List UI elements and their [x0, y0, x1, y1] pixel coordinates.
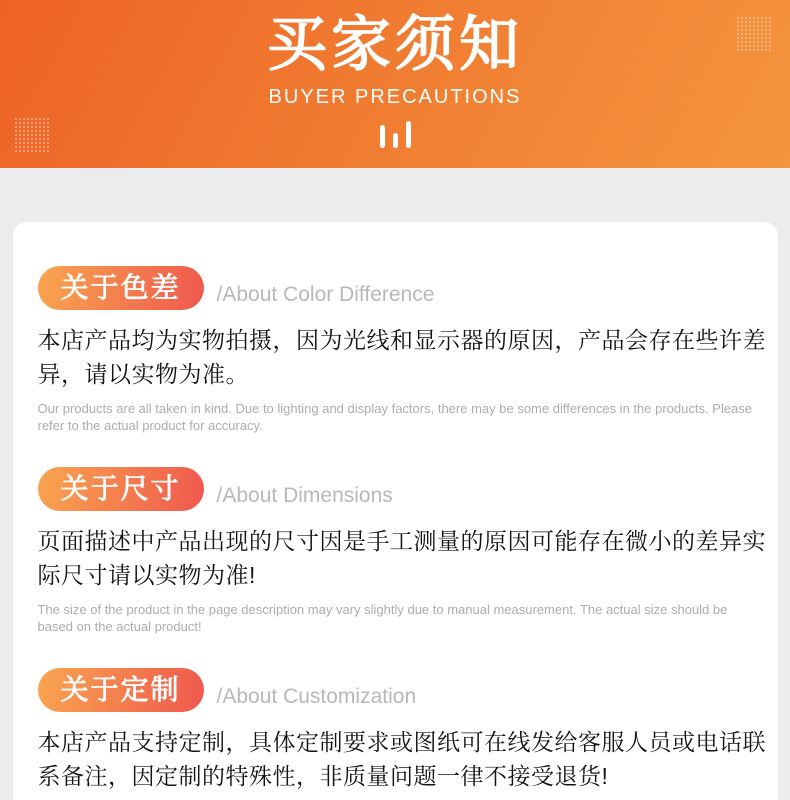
section-header: [38, 467, 766, 511]
section-badge: 关于色差: [38, 266, 204, 310]
dot-grid-pattern: [14, 117, 51, 152]
section-subtitle-en: /About Customization: [216, 685, 417, 708]
section-body-zh: 本店产品均为实物拍摄，因为光线和显示器的原因，产品会存在些许差异，请以实物为准。: [37, 327, 766, 387]
bar-icon-segment: [380, 125, 385, 148]
header-banner: [0, 0, 790, 168]
content-card: [13, 222, 778, 800]
section-dimensions: [38, 467, 766, 635]
page-title: 买家须知: [267, 11, 523, 78]
bar-icon-segment: [393, 133, 398, 148]
section-body-zh: 本店产品支持定制，具体定制要求或图纸可在线发给客服人员或电话联系备注，因定制的特殊性，非质量问题一律不接受退货!: [37, 729, 766, 789]
section-badge: 关于定制: [38, 668, 204, 712]
section-body-en: Our products are all taken in kind. Due to lighting and display factors, there may be some differences in the products. Please refer to the actual product for accuracy.: [37, 401, 752, 433]
equalizer-bars-icon: [0, 121, 790, 148]
section-header: [38, 266, 766, 310]
section-color-difference: [38, 266, 766, 434]
bar-icon-segment: [406, 121, 411, 148]
section-subtitle-en: /About Dimensions: [216, 484, 393, 507]
section-header: [38, 668, 766, 712]
section-subtitle-en: /About Color Difference: [216, 283, 435, 306]
section-customization: [38, 668, 766, 793]
section-body-zh: 页面描述中产品出现的尺寸因是手工测量的原因可能存在微小的差异实际尺寸请以实物为准!: [37, 528, 766, 588]
dot-grid-pattern: [736, 16, 773, 51]
section-body-en: The size of the product in the page description may vary slightly due to manual measurement. The actual size should be based on the actual product!: [37, 602, 728, 634]
page-subtitle: BUYER PRECAUTIONS: [268, 86, 522, 108]
section-badge: 关于尺寸: [38, 467, 204, 511]
